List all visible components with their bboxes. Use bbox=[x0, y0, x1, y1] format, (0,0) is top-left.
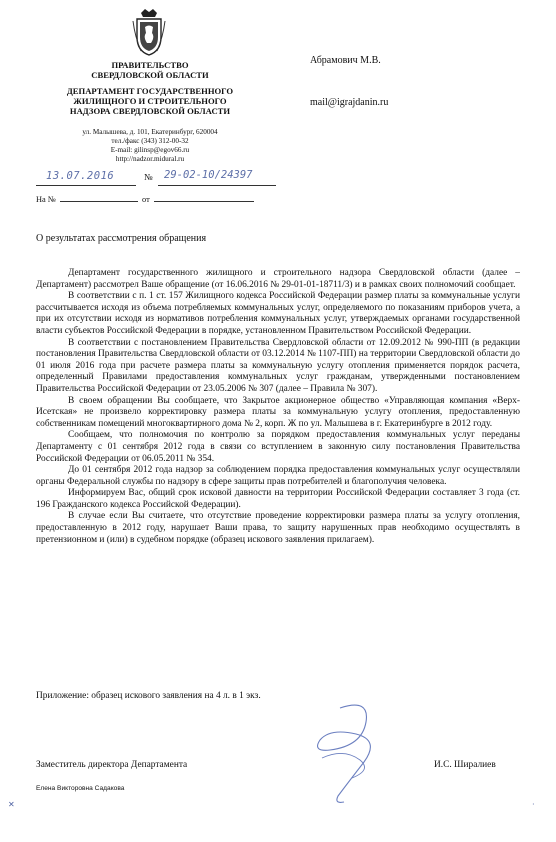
paragraph-6: До 01 сентября 2012 года надзор за соблюдением порядка предоставления коммунальных услуг осуществляли органы Федеральной службы по надзору в сфере защиты прав потребителей и благополучия человека. bbox=[36, 465, 520, 487]
paragraph-1: Департамент государственного жилищного и строительного надзора Свердловской области (далее – Департамент) рассмотрел Ваше обращение (от 16.06.2016 № 29-01-01-18711/3) и в рамках своих полномочий сообщает. bbox=[36, 268, 520, 290]
registration-date: 13.07.2016 bbox=[46, 170, 115, 182]
dept-line-1: ДЕПАРТАМЕНТ ГОСУДАРСТВЕННОГО bbox=[66, 86, 234, 96]
na-underline bbox=[60, 193, 138, 202]
ink-dot-mark: ✕ bbox=[8, 800, 15, 809]
letter-subject: О результатах рассмотрения обращения bbox=[36, 233, 207, 244]
ink-dot-mark: · bbox=[532, 800, 535, 809]
paragraph-4: В своем обращении Вы сообщаете, что Закрытое акционерное общество «Управляющая компания «Верх-Исетская» не произвело корректировку размера платы за коммунальную услугу отопления, предоставленную собственникам помещений многоквартирного дома № 2, корп. Ж по ул. Малышева в г. Екатеринбурге в 2012 году. bbox=[36, 395, 520, 429]
dept-line-2: ЖИЛИЩНОГО И СТРОИТЕЛЬНОГО bbox=[73, 96, 227, 106]
date-underline bbox=[36, 185, 136, 186]
signer-name: И.С. Ширалиев bbox=[434, 760, 496, 770]
address-phone: тел./факс (343) 312-00-32 bbox=[111, 137, 189, 145]
attachment-note: Приложение: образец искового заявления на 4 л. в 1 экз. bbox=[36, 691, 261, 701]
address-website: http://nadzor.midural.ru bbox=[115, 155, 185, 163]
registration-line bbox=[36, 169, 286, 188]
paragraph-7: Информируем Вас, общий срок исковой давности на территории Российской Федерации составляет 3 года (ст. 196 Гражданского кодекса Российской Федерации). bbox=[36, 488, 520, 510]
paragraph-8: В случае если Вы считаете, что отсутствие проведение корректировки размера платы за услугу отопления, предоставленную в 2012 году, нарушает Ваши права, то защиту нарушенных прав необходимо осуществлять в претензионном и (или) в судебном порядке (образец искового заявления прилагаем). bbox=[36, 511, 520, 545]
dept-line-3: НАДЗОРА СВЕРДЛОВСКОЙ ОБЛАСТИ bbox=[69, 106, 231, 116]
signer-position: Заместитель директора Департамента bbox=[36, 760, 188, 770]
recipient-name: Абрамович М.В. bbox=[310, 55, 381, 66]
gov-line-1: ПРАВИТЕЛЬСТВО bbox=[111, 60, 189, 70]
executor-name: Елена Викторовна Садакова bbox=[36, 785, 125, 792]
department-header bbox=[30, 86, 270, 116]
reference-line bbox=[36, 193, 254, 204]
address-street: ул. Малышева, д. 101, Екатеринбург, 620004 bbox=[82, 128, 218, 136]
na-label: На № bbox=[36, 195, 56, 204]
gov-line-2: СВЕРДЛОВСКОЙ ОБЛАСТИ bbox=[91, 70, 209, 80]
paragraph-3: В соответствии с постановлением Правительства Свердловской области от 12.09.2012 № 990-ПП (в редакции постановления Правительства Свердловской области от 03.12.2014 № 1107-ПП) на территории Свердловской области до 01 июля 2016 года при расчете размера платы за коммунальную услугу отопления применяется порядок расчета, определенный Правилами предоставления коммунальных услуг гражданам, утвержденными постановлением Правительства Российской Федерации от 23.05.2006 № 307 (далее – Правила № 307). bbox=[36, 337, 520, 394]
registration-number: 29-02-10/24397 bbox=[164, 169, 253, 181]
coat-of-arms-icon bbox=[131, 7, 167, 57]
paragraph-5: Сообщаем, что полномочия по контролю за порядком предоставления коммунальных услуг переданы Департаменту с 01 сентября 2012 года в связи со вступлением в законную силу постановления Правительства Российской Федерации от 06.05.2011 № 354. bbox=[36, 430, 520, 464]
number-underline bbox=[158, 185, 276, 186]
government-header bbox=[30, 60, 270, 80]
paragraph-2: В соответствии с п. 1 ст. 157 Жилищного кодекса Российской Федерации размер платы за коммунальные услуги рассчитывается исходя из объема потребляемых коммунальных услуг, определяемого по показаниям приборов учета, а при их отсутствии исходя из нормативов потребления коммунальных услуг, утверждаемых органами государственной власти субъектов Российской Федерации в порядке, установленном Правительством Российской Федерации. bbox=[36, 291, 520, 336]
ot-label: от bbox=[142, 195, 150, 204]
letter-body bbox=[36, 268, 520, 546]
department-address bbox=[30, 128, 270, 164]
ot-underline bbox=[154, 193, 254, 202]
number-sign: № bbox=[144, 172, 153, 182]
signature-scribble bbox=[300, 700, 390, 810]
address-email: E-mail: gilinsp@egov66.ru bbox=[110, 146, 190, 154]
recipient-email: mail@igrajdanin.ru bbox=[310, 97, 389, 108]
